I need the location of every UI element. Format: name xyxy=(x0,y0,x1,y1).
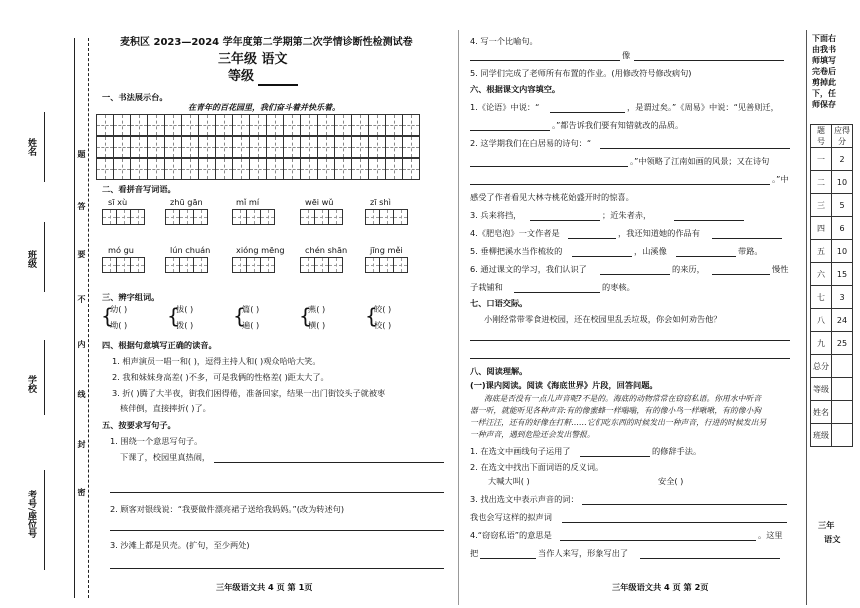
calligraphy-cell[interactable] xyxy=(368,114,386,136)
class-row: 班级 xyxy=(811,424,853,447)
calligraphy-cell[interactable] xyxy=(198,114,216,136)
calligraphy-cell[interactable] xyxy=(317,136,335,158)
total-row: 总分 xyxy=(811,355,853,378)
answer-line[interactable] xyxy=(600,148,790,149)
calligraphy-cell[interactable] xyxy=(283,136,301,158)
word-pair: 拔( ) xyxy=(176,304,194,314)
s6-q4: 4.《肥皂泡》一文作者是 xyxy=(470,228,560,238)
calligraphy-cell[interactable] xyxy=(113,136,131,158)
calligraphy-cell[interactable] xyxy=(300,114,318,136)
brace: { xyxy=(101,304,114,328)
pinyin-box[interactable] xyxy=(102,209,144,225)
calligraphy-cell[interactable] xyxy=(300,136,318,158)
calligraphy-cell[interactable] xyxy=(385,136,403,158)
s2-heading: 二、看拼音写词语。 xyxy=(102,184,176,194)
s6-q2d: 感受了作者看见大林寺桃花始盛开时的惊喜。 xyxy=(470,192,634,202)
p2-q5: 5. 同学们完成了老师所有布置的作业。(用修改符号修改病句) xyxy=(470,68,692,78)
pinyin-box[interactable] xyxy=(102,257,144,273)
pinyin-box[interactable] xyxy=(232,209,274,225)
slip-instruction: 剪掉此 xyxy=(812,78,836,87)
calligraphy-cell[interactable] xyxy=(385,158,403,180)
pinyin: zhū gān xyxy=(170,197,203,207)
s6-q3: 3. 兵来将挡， xyxy=(470,210,522,220)
pinyin-box[interactable] xyxy=(365,209,407,225)
score-row: 七 3 xyxy=(811,286,853,309)
answer-line[interactable] xyxy=(470,130,550,131)
s8-q4: 4.“窃窃私语”的意思是 xyxy=(470,530,552,540)
slip-instruction: 下，任 xyxy=(812,89,836,98)
seat-field-line[interactable] xyxy=(44,470,45,570)
answer-line[interactable] xyxy=(110,492,444,493)
calligraphy-cell[interactable] xyxy=(130,136,148,158)
name-field-label: 姓名 xyxy=(26,138,36,156)
pinyin-box[interactable] xyxy=(165,257,207,273)
s6-q6c: 慢性 xyxy=(772,264,789,274)
s5-q1-prompt: 下课了，校园里真热闹， xyxy=(120,452,211,462)
calligraphy-grid-row1[interactable] xyxy=(96,114,419,136)
s4-q3-cont: 核伴倒，直接摔折( )了。 xyxy=(120,403,211,413)
calligraphy-cell[interactable] xyxy=(351,114,369,136)
p2-q4-like: 像 xyxy=(622,50,631,60)
brace: { xyxy=(365,304,378,328)
calligraphy-cell[interactable] xyxy=(113,114,131,136)
s6-q6b: 的来历， xyxy=(672,264,705,274)
calligraphy-cell[interactable] xyxy=(130,114,148,136)
calligraphy-cell[interactable] xyxy=(181,114,199,136)
answer-line[interactable] xyxy=(470,60,620,61)
word-pair: 坳( ) xyxy=(110,320,128,330)
calligraphy-cell[interactable] xyxy=(283,114,301,136)
slip-footer: 三年 xyxy=(818,520,835,530)
pinyin-box[interactable] xyxy=(365,257,407,273)
calligraphy-cell[interactable] xyxy=(351,158,369,180)
calligraphy-cell[interactable] xyxy=(164,158,182,180)
slip-instruction: 师保存 xyxy=(812,100,836,109)
answer-line[interactable] xyxy=(580,456,650,457)
pinyin: wēi wǔ xyxy=(305,197,334,207)
calligraphy-cell[interactable] xyxy=(249,114,267,136)
calligraphy-cell[interactable] xyxy=(266,114,284,136)
seal-char: 不 xyxy=(77,295,86,303)
s6-q2c: 。”中 xyxy=(772,174,789,184)
score-row: 五 10 xyxy=(811,240,853,263)
calligraphy-cell[interactable] xyxy=(368,136,386,158)
s4-q3: 3. 折( )腾了大半夜，街我们困得倦，准备回家，结果一出门街饺头子就被枣 xyxy=(112,388,386,398)
calligraphy-cell[interactable] xyxy=(96,158,114,180)
score-slip xyxy=(804,0,860,608)
s6-q6e: 的枣核。 xyxy=(602,282,635,292)
answer-line[interactable] xyxy=(530,220,600,221)
s5-q2: 2. 顾客对银线说：“我要做件漂亮裙子送给我妈妈。”(改为转述句) xyxy=(110,504,345,514)
calligraphy-cell[interactable] xyxy=(164,136,182,158)
grade-blank[interactable] xyxy=(258,84,298,86)
slip-instruction: 完卷后 xyxy=(812,67,836,76)
word-pair: 遍( ) xyxy=(242,320,260,330)
answer-line[interactable] xyxy=(470,340,790,341)
calligraphy-cell[interactable] xyxy=(215,136,233,158)
s6-q6: 6. 通过课文的学习，我们认识了 xyxy=(470,264,587,274)
answer-line[interactable] xyxy=(712,238,782,239)
word-pair: 拨( ) xyxy=(176,320,194,330)
answer-line[interactable] xyxy=(572,256,632,257)
calligraphy-cell[interactable] xyxy=(266,136,284,158)
calligraphy-cell[interactable] xyxy=(130,158,148,180)
s6-q2b: 。”中领略了江南如画的风景；又在诗句 xyxy=(630,156,770,166)
calligraphy-cell[interactable] xyxy=(215,158,233,180)
score-row: 二 10 xyxy=(811,171,853,194)
calligraphy-cell[interactable] xyxy=(334,114,352,136)
page-divider xyxy=(458,30,459,605)
s4-q1: 1. 相声演员一唱一和( )，逗得主持人和( )观众哈哈大笑。 xyxy=(112,356,321,366)
calligraphy-cell[interactable] xyxy=(249,136,267,158)
calligraphy-grid-row3[interactable] xyxy=(96,158,419,180)
s8-q2a: 大喊大叫( ) xyxy=(488,476,530,486)
pinyin: sī xù xyxy=(108,197,128,207)
calligraphy-cell[interactable] xyxy=(402,114,420,136)
pinyin: lún chuán xyxy=(170,245,211,255)
answer-line[interactable] xyxy=(514,292,600,293)
school-field-line[interactable] xyxy=(44,340,45,415)
s7-question: 小刚经常带零食进校园，还在校园里乱丢垃圾，你会如何劝告他？ xyxy=(484,314,722,324)
slip-instruction: 下面右 xyxy=(812,34,836,43)
pinyin-box[interactable] xyxy=(300,257,342,273)
calligraphy-cell[interactable] xyxy=(198,158,216,180)
brace: { xyxy=(299,304,312,328)
score-row: 四 6 xyxy=(811,217,853,240)
word-pair: 横( ) xyxy=(308,320,326,330)
pinyin: mǐ mí xyxy=(236,197,260,207)
s6-q2a: 2. 这学期我们在白居易的诗句：“ xyxy=(470,138,592,148)
answer-line[interactable] xyxy=(470,358,790,359)
exam-page-2 xyxy=(462,0,802,608)
word-pair: 燕( ) xyxy=(308,304,326,314)
calligraphy-cell[interactable] xyxy=(198,136,216,158)
s6-q5: 5. 垂柳把溪水当作梳妆的 xyxy=(470,246,563,256)
answer-line[interactable] xyxy=(110,530,444,531)
binding-line-outer xyxy=(74,38,75,598)
s6-q5b: ，山溪像 xyxy=(634,246,667,256)
s8-q4c: 把 xyxy=(470,548,479,558)
level-row: 等级 xyxy=(811,378,853,401)
seat-field-label: 考号/座位号 xyxy=(26,490,36,539)
school-field-label: 学校 xyxy=(26,375,36,393)
s7-heading: 七、口语交际。 xyxy=(470,298,528,308)
s5-q3: 3. 沙滩上都是贝壳。(扩句，至少两处) xyxy=(110,540,250,550)
slip-footer: 语文 xyxy=(824,534,841,544)
calligraphy-cell[interactable] xyxy=(232,114,250,136)
answer-line[interactable] xyxy=(568,238,616,239)
s8-q4d: 当作人来写，形象写出了 xyxy=(538,548,629,558)
calligraphy-cell[interactable] xyxy=(300,158,318,180)
answer-line[interactable] xyxy=(634,60,784,61)
page-footer: 三年级语文共 4 页 第 2页 xyxy=(612,582,709,592)
calligraphy-cell[interactable] xyxy=(283,158,301,180)
pinyin: mó gu xyxy=(108,245,134,255)
exam-title: 麦积区 2023—2024 学年度第二学期第二次学情诊断性检测试卷 xyxy=(120,37,413,48)
score-row: 三 5 xyxy=(811,194,853,217)
s4-q2: 2. 我和妹妹身高差( )不多，可是我俩的性格差( )距太大了。 xyxy=(112,372,329,382)
answer-line[interactable] xyxy=(470,184,770,185)
calligraphy-cell[interactable] xyxy=(334,136,352,158)
calligraphy-cell[interactable] xyxy=(385,114,403,136)
calligraphy-cell[interactable] xyxy=(181,158,199,180)
calligraphy-cell[interactable] xyxy=(147,114,165,136)
s6-q1b: ，是谓过矣。”《周易》中说：“见善则迁， xyxy=(627,102,779,112)
s8-q3: 3. 找出选文中表示声音的词： xyxy=(470,494,579,504)
passage-line: 器一听，就能听见各种声音:有的像蜜蜂一样嗡嗡，有的像小鸟一样啾啾，有的像小狗 xyxy=(470,406,762,415)
s5-q1: 1. 围绕一个意思写句子。 xyxy=(110,436,203,446)
score-table xyxy=(810,124,853,447)
binding-line-inner xyxy=(88,38,89,598)
slip-border xyxy=(806,30,807,605)
passage-line: 一样汪汪，还有的好像在打鼾……它们吃东西的时候发出一种声音，行进的时候发出另 xyxy=(470,418,767,427)
page-footer: 三年级语文共 4 页 第 1页 xyxy=(216,582,313,592)
calligraphy-cell[interactable] xyxy=(147,136,165,158)
class-field-label: 班级 xyxy=(26,250,36,268)
answer-line[interactable] xyxy=(560,540,756,541)
score-row: 九 25 xyxy=(811,332,853,355)
answer-line[interactable] xyxy=(110,568,444,569)
pinyin-box[interactable] xyxy=(165,209,207,225)
calligraphy-cell[interactable] xyxy=(147,158,165,180)
brace: { xyxy=(167,304,180,328)
word-pair: 篇( ) xyxy=(242,304,260,314)
answer-line[interactable] xyxy=(480,558,536,559)
s4-heading: 四、根据句意填写正确的读音。 xyxy=(102,340,217,350)
passage-line: 一种声音，遇到危险还会发出警报。 xyxy=(470,430,595,439)
s5-heading: 五、按要求写句子。 xyxy=(102,420,176,430)
seal-char: 答 xyxy=(77,202,86,210)
answer-line[interactable] xyxy=(550,112,625,113)
score-row: 八 24 xyxy=(811,309,853,332)
answer-line[interactable] xyxy=(562,522,787,523)
s6-q1a: 1.《论语》中说：“ xyxy=(470,102,540,112)
calligraphy-cell[interactable] xyxy=(249,158,267,180)
brace: { xyxy=(233,304,246,328)
pinyin-box[interactable] xyxy=(300,209,342,225)
s8-q2: 2. 在选文中找出下面词语的反义词。 xyxy=(470,462,604,472)
pinyin-box[interactable] xyxy=(232,257,274,273)
name-row: 姓名 xyxy=(811,401,853,424)
seal-char: 要 xyxy=(77,250,86,258)
seal-char: 封 xyxy=(77,440,86,448)
pinyin: xióng mēng xyxy=(236,245,285,255)
pinyin: chén shān xyxy=(305,245,348,255)
s8-q1: 1. 在选文中画线句子运用了 xyxy=(470,446,571,456)
calligraphy-sentence: 在青年的百花园里，我们奋斗着并快乐着。 xyxy=(188,103,340,112)
calligraphy-cell[interactable] xyxy=(96,136,114,158)
s6-q1c: 。”都告诉我们要有知错就改的品质。 xyxy=(552,120,684,130)
word-pair: 校( ) xyxy=(374,320,392,330)
s6-q3b: ；近朱者赤， xyxy=(602,210,652,220)
answer-line[interactable] xyxy=(676,256,736,257)
calligraphy-grid-row2[interactable] xyxy=(96,136,419,158)
answer-line[interactable] xyxy=(712,274,770,275)
p2-q4: 4. 写一个比喻句。 xyxy=(470,36,538,46)
s1-heading: 一、书法展示台。 xyxy=(102,92,168,102)
s6-q6d: 子栽铺和 xyxy=(470,282,503,292)
s8-subheading: (一)课内阅读。阅读《海底世界》片段，回答问题。 xyxy=(470,380,658,390)
calligraphy-cell[interactable] xyxy=(402,136,420,158)
grade-label: 等级 xyxy=(228,69,255,84)
seal-char: 线 xyxy=(77,390,86,398)
class-field-line[interactable] xyxy=(44,222,45,292)
calligraphy-cell[interactable] xyxy=(368,158,386,180)
calligraphy-cell[interactable] xyxy=(317,158,335,180)
calligraphy-cell[interactable] xyxy=(232,158,250,180)
s8-q1b: 的修辞手法。 xyxy=(652,446,702,456)
answer-line[interactable] xyxy=(214,462,444,463)
calligraphy-cell[interactable] xyxy=(96,114,114,136)
pinyin: zī shì xyxy=(370,197,391,207)
s6-q4b: ，我还知道她的作品有 xyxy=(618,228,700,238)
name-field-line[interactable] xyxy=(44,112,45,182)
s8-q2b: 安全( ) xyxy=(658,476,684,486)
calligraphy-cell[interactable] xyxy=(215,114,233,136)
answer-line[interactable] xyxy=(674,220,744,221)
seal-char: 内 xyxy=(77,340,86,348)
answer-line[interactable] xyxy=(582,504,787,505)
answer-line[interactable] xyxy=(470,166,628,167)
exam-subtitle: 三年级 语文 xyxy=(218,52,288,67)
calligraphy-cell[interactable] xyxy=(232,136,250,158)
pinyin: jīng měi xyxy=(370,245,403,255)
s8-q3b: 我也会写这样的拟声词 xyxy=(470,512,552,522)
calligraphy-cell[interactable] xyxy=(351,136,369,158)
calligraphy-cell[interactable] xyxy=(113,158,131,180)
s8-q4b: 。这里 xyxy=(758,530,783,540)
s6-heading: 六、根据课文内容填空。 xyxy=(470,84,561,94)
score-head-row xyxy=(811,125,853,148)
slip-instruction: 师填写 xyxy=(812,56,836,65)
calligraphy-cell[interactable] xyxy=(181,136,199,158)
score-head: 应得 分 xyxy=(832,125,853,148)
calligraphy-cell[interactable] xyxy=(266,158,284,180)
word-pair: 皎( ) xyxy=(374,304,392,314)
score-row: 一 2 xyxy=(811,148,853,171)
seal-char: 密 xyxy=(77,488,86,496)
passage-line: 海底是否没有一点儿声音呢?不是的。海底的动物常常在窃窃私语。你用水中听音 xyxy=(484,394,762,403)
score-head: 题 号 xyxy=(811,125,832,148)
seal-char: 题 xyxy=(77,150,86,158)
s6-q5c: 带路。 xyxy=(738,246,763,256)
calligraphy-cell[interactable] xyxy=(334,158,352,180)
score-row: 六 15 xyxy=(811,263,853,286)
answer-line[interactable] xyxy=(640,558,780,559)
calligraphy-cell[interactable] xyxy=(402,158,420,180)
s3-heading: 三、辨字组词。 xyxy=(102,292,160,302)
slip-instruction: 由我书 xyxy=(812,45,836,54)
word-pair: 幼( ) xyxy=(110,304,128,314)
calligraphy-cell[interactable] xyxy=(317,114,335,136)
answer-line[interactable] xyxy=(600,274,670,275)
s8-heading: 八、阅读理解。 xyxy=(470,366,528,376)
calligraphy-cell[interactable] xyxy=(164,114,182,136)
